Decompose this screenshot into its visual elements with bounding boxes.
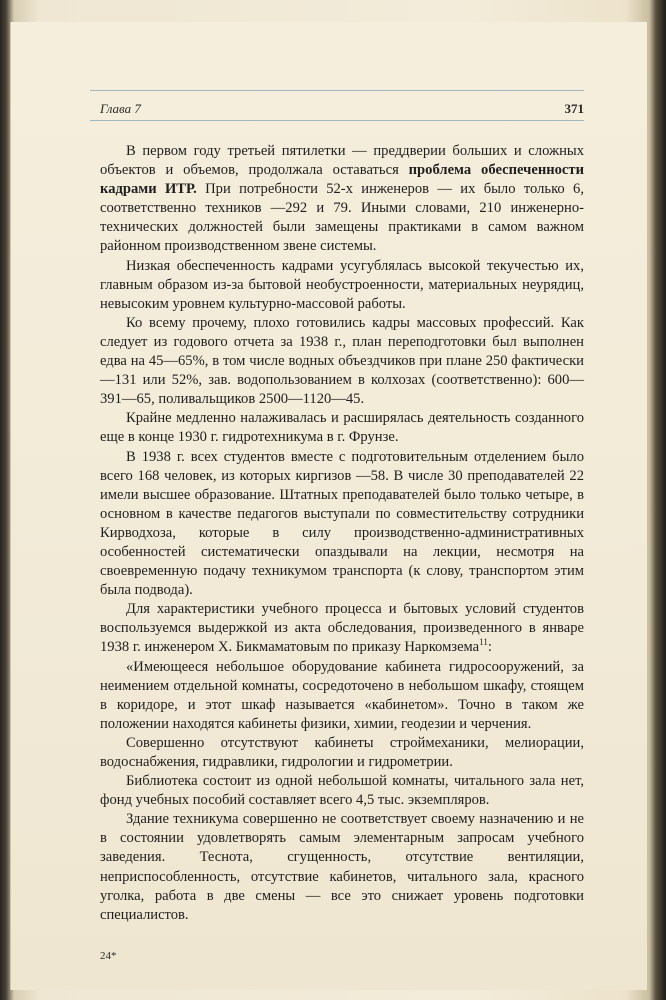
running-header <box>100 101 584 117</box>
header-rule-bottom <box>90 120 584 121</box>
paragraph: В 1938 г. всех студентов вместе с подготовительным отделением было всего 168 человек, из которых киргизов —58. В числе 30 преподавателей 22 имели высшее образование. Штатных преподавателей было только четыре, в основном в качестве педагогов выступали по совместительству сотрудники Кирводхоза, которые в силу производственно-административных особенностей систематически опаздывали на лекции, несмотря на своевременную подачу техникумом транспорта (к слову, транспортом этим была подвода). <box>100 448 584 599</box>
page-number: 371 <box>564 101 584 116</box>
printer-signature: 24* <box>100 950 117 962</box>
paragraph: Для характеристики учебного процесса и бытовых условий студентов воспользуемся выдержкой из акта обследования, произведенного в январе 1938 г. инженером Х. Бикмаматовым по приказу Наркомзема$^{11}$: <box>100 601 584 656</box>
paragraph: Ко всему прочему, плохо готовились кадры массовых профессий. Как следует из годового отчета за 1938 г., план переподготовки был выполнен едва на 45—65%, в том числе водных объездчиков при плане 250 фактически —131 или 52%, зав. водопользованием в колхозах (соответственно): 600—391—65, поливальщиков 2500—1120—45. <box>100 314 584 408</box>
paragraph: В первом году третьей пятилетки — преддверии больших и сложных объектов и объемов, продолжала оставаться проблема обеспеченности кадрами ИТР. При потребности 52-х инженеров — их было только 6, соответственно техников —292 и 79. Иными словами, 210 инженерно-технических должностей были замещены практиками в самом важном районном производственном звене системы. <box>100 143 584 255</box>
quote-paragraph: «Имеющееся небольшое оборудование кабинета гидросооружений, за неимением отдельной комнаты, сосредоточено в небольшом шкафу, стоящем в коридоре, и этот шкаф называется «кабинетом». Точно в таком же положении находятся кабинеты физики, химии, геодезии и черчения. <box>100 658 584 732</box>
paragraph: Низкая обеспеченность кадрами усугублялась высокой текучестью их, главным образом из-за бытовой необустроенности, материальных неурядиц, невысоким уровнем культурно-массовой работы. <box>100 257 584 312</box>
chapter-label: Глава 7 <box>100 101 141 116</box>
footnote-ref: 11 <box>479 637 488 648</box>
paragraph: Крайне медленно налаживалась и расширялась деятельность созданного еще в конце 1930 г. гидротехникума в г. Фрунзе. <box>100 410 584 446</box>
header-rule-top <box>90 90 584 91</box>
body-text <box>100 142 584 925</box>
quote-paragraph: Библиотека состоит из одной небольшой комнаты, читального зала нет, фонд учебных пособий составляет всего 4,5 тыс. экземпляров. <box>100 773 584 809</box>
quote-paragraph: Совершенно отсутствуют кабинеты строймеханики, мелиорации, водоснабжения, гидравлики, гидрологии и гидрометрии. <box>100 734 584 770</box>
quote-paragraph: Здание техникума совершенно не соответствует своему назначению и не в состоянии удовлетворять самым элементарным запросам учебного заведения. Теснота, сгущенность, отсутствие вентиляции, неприспособленность, отсутствие кабинетов, читального зала, красного уголка, работа в две смены — все это снижает уровень подготовки специалистов. <box>100 811 584 923</box>
